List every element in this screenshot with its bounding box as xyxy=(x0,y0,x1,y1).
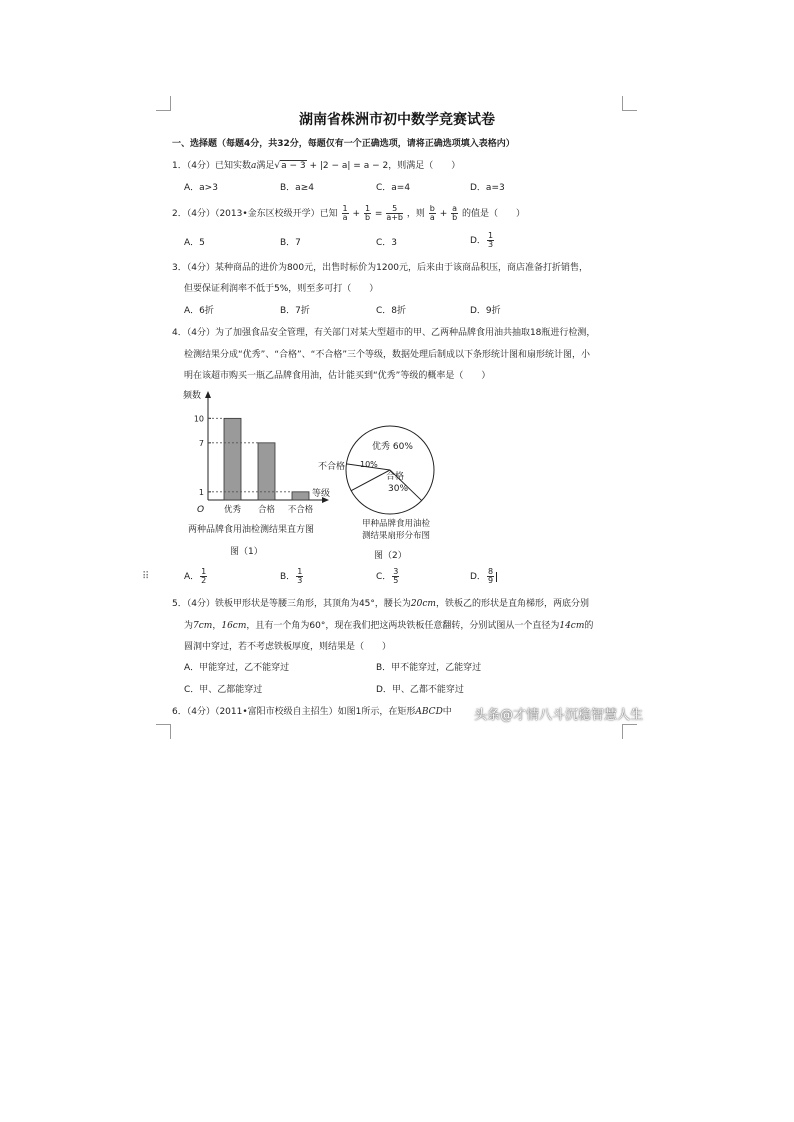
q1-option-d: D．a=3 xyxy=(470,183,505,193)
x-tick-label-1: 合格 xyxy=(257,505,276,515)
question-4-line-3: 明在该超市购买一瓶乙品牌食用油，估计能买到“优秀”等级的概率是（ ） xyxy=(184,371,491,381)
origin-label: O xyxy=(197,505,205,515)
section-heading: 一、选择题（每题4分，共32分，每题仅有一个正确选项，请将正确选项填入表格内） xyxy=(172,139,515,149)
q1-option-b: B．a≥4 xyxy=(280,183,314,193)
bar-0 xyxy=(224,418,241,500)
pie-label-pass-name: 合格 xyxy=(386,472,405,482)
q1-option-c: C．a=4 xyxy=(376,183,411,193)
bar-2 xyxy=(292,492,309,500)
q2-option-c: C．3 xyxy=(376,238,398,248)
q2-frac-5: $\frac{a}{b}$ xyxy=(452,204,458,222)
q2-prefix: 2．（4分）（2013•金东区校级开学）已知 xyxy=(172,209,338,219)
question-4-line-2: 检测结果分成“优秀”、“合格”、“不合格”三个等级，数据处理后制成以下条形统计图和扇形统计图，小 xyxy=(184,350,590,360)
y-axis-label: 频数 xyxy=(183,391,202,401)
question-5-line-2: 为7cm，16cm，且有一个角为60°，现在我们把这两块铁板任意翻转，分别试图从一个直径为14cm的 xyxy=(184,621,594,631)
pie-label-pass-value: 30% xyxy=(388,484,409,494)
q3-option-c: C．8折 xyxy=(376,306,407,316)
q2-frac-3: $\frac{5}{a+b}$ xyxy=(386,204,404,222)
x-tick-label-0: 优秀 xyxy=(223,505,242,515)
q2-option-b: B．7 xyxy=(280,238,301,248)
q1-option-a: A．a>3 xyxy=(184,183,218,193)
q4-option-d: D． $\frac{8}{9}$ xyxy=(470,567,497,587)
pie-label-fail-name: 不合格 xyxy=(318,462,346,472)
q5-option-a: A．甲能穿过，乙不能穿过 xyxy=(184,663,290,673)
pie-chart xyxy=(312,418,452,564)
bar-1 xyxy=(258,443,275,500)
q3-option-a: A．6折 xyxy=(184,306,214,316)
q2-option-a: A．5 xyxy=(184,238,205,248)
question-4-line-1: 4．（4分）为了加强食品安全管理，有关部门对某大型超市的甲、乙两种品牌食用油共抽取18瓶进行检测， xyxy=(172,328,596,338)
pie-chart-caption-1: 甲种品牌食用油检 xyxy=(362,519,431,529)
y-tick-label-1: 1 xyxy=(198,487,204,497)
q4-option-b: B． $\frac{1}{3}$ xyxy=(280,567,303,585)
crop-mark-bottom-left xyxy=(156,724,171,739)
question-3-line-1: 3．（4分）某种商品的进价为800元，出售时标价为1200元，后来由于该商品积压，商店准备打折销售， xyxy=(172,263,589,273)
bar-chart-caption: 两种品牌食用油检测结果直方图 xyxy=(188,525,315,535)
x-tick-label-2: 不合格 xyxy=(287,505,314,515)
y-axis-arrow xyxy=(205,391,211,398)
q3-option-d: D．9折 xyxy=(470,306,501,316)
q1-mid: 满足 xyxy=(256,161,275,171)
q4-option-c: C． $\frac{3}{5}$ xyxy=(376,567,399,585)
q2-frac-1: $\frac{1}{a}$ xyxy=(342,204,348,222)
pie-chart-caption-2: 测结果扇形分布图 xyxy=(362,531,431,541)
q4-option-a: A． $\frac{1}{2}$ xyxy=(184,567,207,585)
question-5-line-1: 5．（4分）铁板甲形状是等腰三角形，其顶角为45°，腰长为20cm，铁板乙的形状是直角梯形，两底分别 xyxy=(172,599,589,609)
page-title: 湖南省株洲市初中数学竞赛试卷 xyxy=(299,112,495,128)
bar-chart-fig-label: 图（1） xyxy=(230,547,263,557)
q2-frac-4: $\frac{b}{a}$ xyxy=(429,204,435,222)
q2-option-d: D． $\frac{1}{3}$ xyxy=(470,231,494,249)
question-5-line-3: 圆洞中穿过，若不考虑铁板厚度，则结果是（ ） xyxy=(184,642,392,652)
q1-expr-rest: + |2 − a| = a − 2，则满足（ ） xyxy=(306,161,461,171)
x-axis-label: 等级 xyxy=(312,489,331,499)
q5-option-b: B．甲不能穿过，乙能穿过 xyxy=(376,663,482,673)
watermark: 头条@才情八斗沉稳智慧人生 xyxy=(474,708,644,723)
y-tick-label-10: 10 xyxy=(193,414,204,424)
y-tick-label-7: 7 xyxy=(198,438,204,448)
q2-frac-2: $\frac{1}{b}$ xyxy=(364,204,371,222)
q1-prefix: 1．（4分）已知实数 xyxy=(172,161,251,171)
q2-suffix: 的值是（ ） xyxy=(461,209,525,219)
pie-chart-fig-label: 图（2） xyxy=(374,551,407,561)
q3-option-b: B．7折 xyxy=(280,306,310,316)
question-1: 1．（4分）已知实数a满足√a − 3 + |2 − a| = a − 2，则满足（ ） xyxy=(172,161,461,171)
q5-option-c: C．甲、乙都能穿过 xyxy=(184,685,263,695)
q2-plus-1: + xyxy=(352,209,361,219)
pie-divider-2 xyxy=(351,470,390,491)
crop-mark-bottom-right xyxy=(622,724,637,739)
q5-option-d: D．甲、乙都不能穿过 xyxy=(376,685,464,695)
q1-var: a xyxy=(250,161,257,171)
question-2 xyxy=(172,204,525,224)
q1-sqrt-expr: a − 3 xyxy=(281,161,306,171)
q2-equals: = xyxy=(374,209,383,219)
drag-handle-icon[interactable]: ⠿ xyxy=(142,571,150,582)
question-3-line-2: 但要保证利润率不低于5%，则至多可打（ ） xyxy=(184,284,379,294)
q2-then: ，则 xyxy=(406,209,425,219)
q2-plus-2: + xyxy=(439,209,448,219)
question-6: 6．（4分）（2011•富阳市校级自主招生）如图1所示，在矩形ABCD中 xyxy=(172,707,452,717)
pie-label-excellent: 优秀 60% xyxy=(372,442,413,452)
pie-label-fail-value: 10% xyxy=(360,460,378,469)
